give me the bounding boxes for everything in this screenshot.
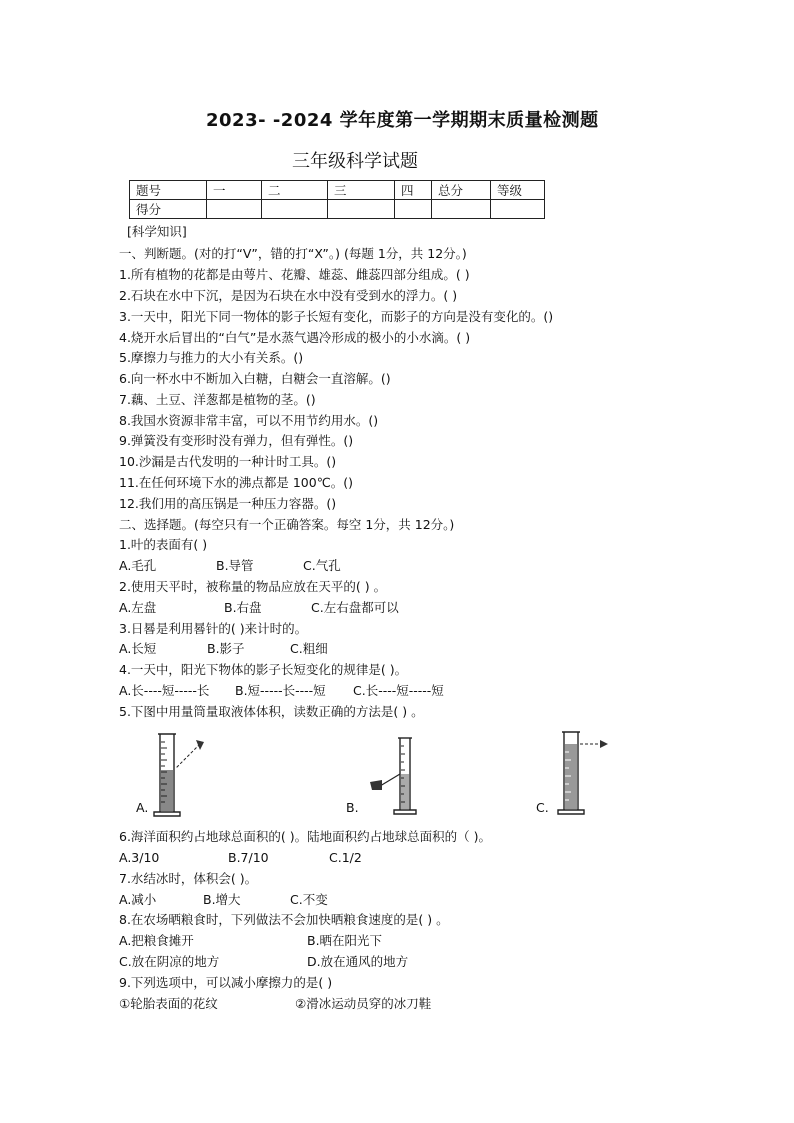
score-cell: 三 — [328, 181, 395, 200]
score-table-score-row — [130, 200, 545, 219]
mc-option: ②滑冰运动员穿的冰刀鞋 — [295, 996, 432, 1011]
score-cell — [432, 200, 491, 219]
score-cell: 得分 — [130, 200, 207, 219]
mc-option: B.短-----长----短 — [235, 683, 326, 698]
section-tag: [科学知识] — [127, 224, 187, 239]
mc-question-stem: 4.一天中，阳光下物体的影子长短变化的规律是( )。 — [119, 662, 408, 677]
score-cell: 等级 — [491, 181, 545, 200]
tf-question: 1.所有植物的花都是由萼片、花瓣、雄蕊、雌蕊四部分组成。( ) — [119, 267, 470, 282]
tf-question: 6.向一杯水中不断加入白糖，白糖会一直溶解。() — [119, 371, 391, 386]
exam-subtitle: 三年级科学试题 — [292, 151, 418, 172]
mc-option: A.把粮食摊开 — [119, 933, 194, 948]
mc-option: C.1/2 — [329, 850, 362, 865]
mc-question-stem: 5.下图中用量筒量取液体体积，读数正确的方法是( ) 。 — [119, 704, 424, 719]
mc-option: C.放在阴凉的地方 — [119, 954, 220, 969]
mc-option: A.3/10 — [119, 850, 160, 865]
cylinder-figure-b — [352, 728, 432, 820]
tf-question: 2.石块在水中下沉，是因为石块在水中没有受到水的浮力。( ) — [119, 288, 458, 303]
score-cell: 四 — [395, 181, 432, 200]
score-cell: 二 — [262, 181, 328, 200]
mc-question-stem: 3.日晷是利用晷针的( )来计时的。 — [119, 621, 308, 636]
score-table-header-row — [130, 181, 545, 200]
tf-question: 8.我国水资源非常丰富，可以不用节约用水。() — [119, 413, 379, 428]
figure-label-b: B. — [346, 800, 359, 815]
score-cell — [207, 200, 262, 219]
mc-option: C.气孔 — [303, 558, 341, 573]
mc-question-stem: 2.使用天平时，被称量的物品应放在天平的( ) 。 — [119, 579, 387, 594]
mc-option: B.右盘 — [224, 600, 262, 615]
mc-option: ①轮胎表面的花纹 — [119, 996, 218, 1011]
mc-option: B.影子 — [207, 641, 245, 656]
score-cell — [395, 200, 432, 219]
tf-question: 7.藕、土豆、洋葱都是植物的茎。() — [119, 392, 316, 407]
mc-option: C.粗细 — [290, 641, 328, 656]
mc-option: D.放在通风的地方 — [307, 954, 409, 969]
tf-question: 10.沙漏是古代发明的一种计时工具。() — [119, 454, 337, 469]
tf-question: 5.摩擦力与推力的大小有关系。() — [119, 350, 304, 365]
score-cell: 总分 — [432, 181, 491, 200]
cylinder-figure-c — [548, 728, 618, 820]
mc-question-stem: 1.叶的表面有( ) — [119, 537, 208, 552]
score-cell: 题号 — [130, 181, 207, 200]
score-cell — [328, 200, 395, 219]
mc-question-stem: 6.海洋面积约占地球总面积的( )。陆地面积约占地球总面积的（ )。 — [119, 829, 492, 844]
tf-question: 9.弹簧没有变形时没有弹力，但有弹性。() — [119, 433, 354, 448]
mc-question-stem: 7.水结冰时，体积会( )。 — [119, 871, 258, 886]
mc-option: A.减小 — [119, 892, 157, 907]
mc-option: A.长----短-----长 — [119, 683, 210, 698]
mc-option: A.毛孔 — [119, 558, 157, 573]
mc-option: C.不变 — [290, 892, 328, 907]
part1-heading: 一、判断题。(对的打“V”，错的打“X”。) (每题 1分，共 12分。) — [119, 246, 467, 261]
mc-question-stem: 9.下列选项中，可以减小摩擦力的是( ) — [119, 975, 333, 990]
tf-question: 3.一天中，阳光下同一物体的影子长短有变化，而影子的方向是没有变化的。() — [119, 309, 554, 324]
score-cell: 一 — [207, 181, 262, 200]
mc-option: B.增大 — [203, 892, 241, 907]
mc-option: A.左盘 — [119, 600, 157, 615]
mc-option: B.7/10 — [228, 850, 269, 865]
score-table — [129, 180, 545, 219]
part2-heading: 二、选择题。(每空只有一个正确答案。每空 1分，共 12分。) — [119, 517, 455, 532]
figure-label-a: A. — [136, 800, 149, 815]
tf-question: 11.在任何环境下水的沸点都是 100℃。() — [119, 475, 354, 490]
score-cell — [491, 200, 545, 219]
mc-option: C.长----短-----短 — [353, 683, 444, 698]
mc-option: A.长短 — [119, 641, 157, 656]
figure-label-c: C. — [536, 800, 549, 815]
mc-option: B.晒在阳光下 — [307, 933, 383, 948]
mc-option: B.导管 — [216, 558, 254, 573]
tf-question: 12.我们用的高压锅是一种压力容器。() — [119, 496, 337, 511]
exam-title: 2023- -2024 学年度第一学期期末质量检测题 — [206, 110, 599, 131]
score-cell — [262, 200, 328, 219]
mc-question-stem: 8.在农场晒粮食时，下列做法不会加快晒粮食速度的是( ) 。 — [119, 912, 449, 927]
tf-question: 4.烧开水后冒出的“白气”是水蒸气遇冷形成的极小的小水滴。( ) — [119, 330, 471, 345]
mc-option: C.左右盘都可以 — [311, 600, 399, 615]
